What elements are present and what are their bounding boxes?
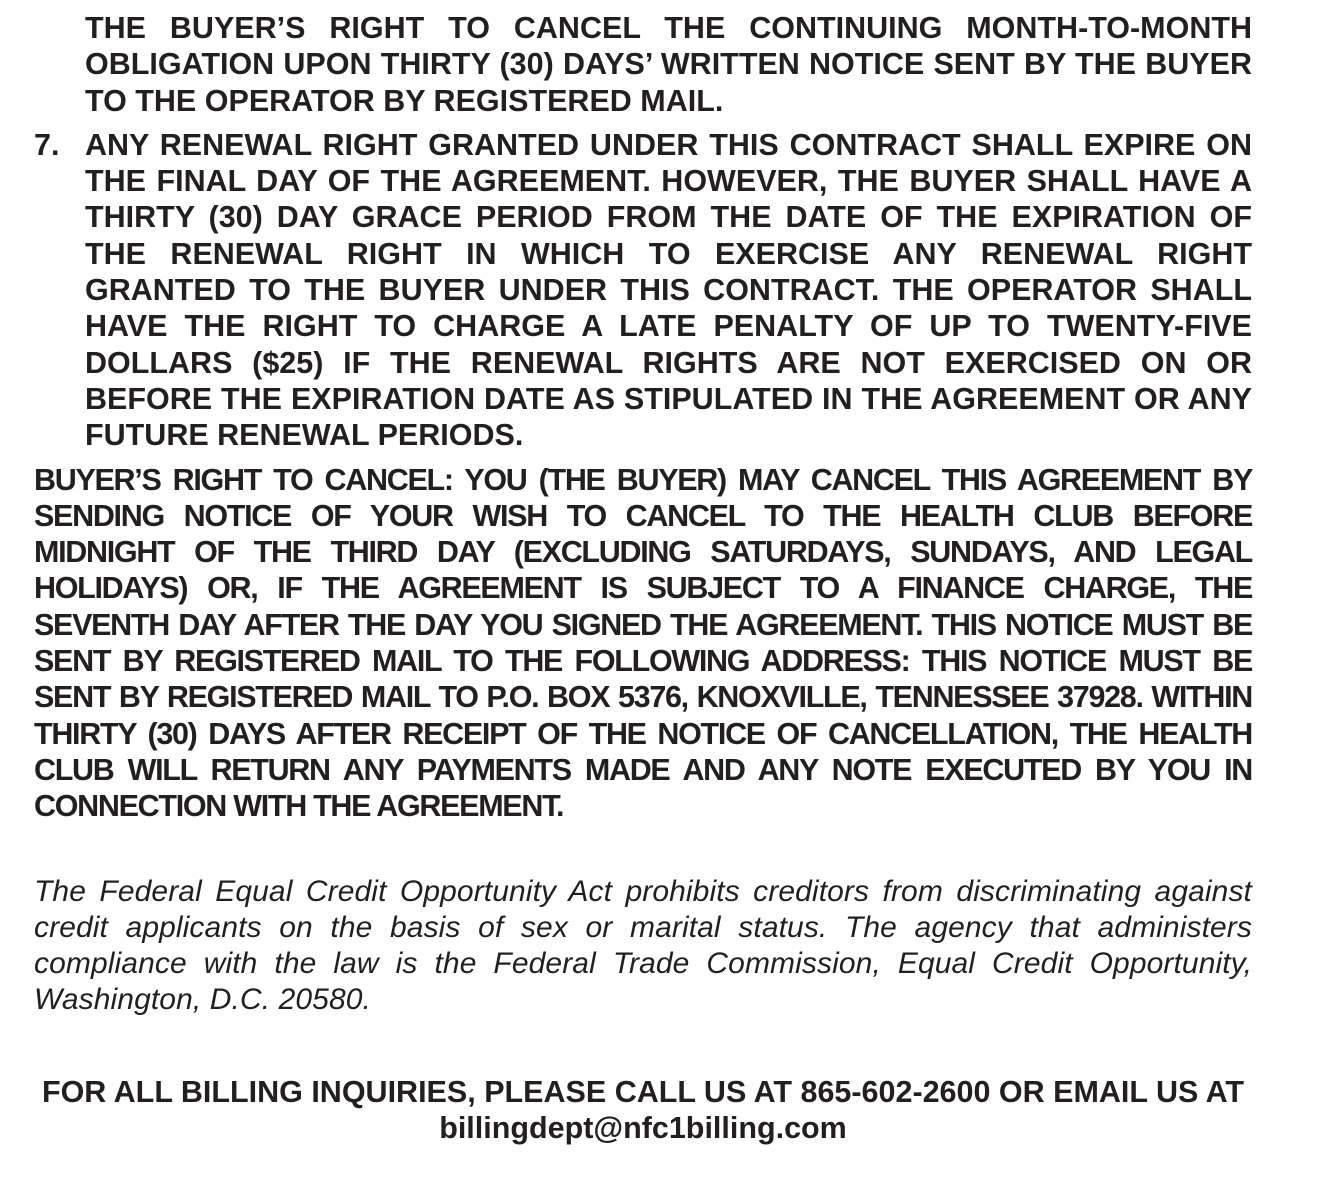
item-text: ANY RENEWAL RIGHT GRANTED UNDER THIS CONTRACT SHALL EXPIRE ON THE FINAL DAY OF THE AGREEMENT. HOWEVER, THE BUYER SHALL HAVE A THIRTY (30) DAY GRACE PERIOD FROM THE DATE OF THE EXPIRATION OF THE RENEWAL RIGHT IN WHICH TO EXERCISE ANY RENEWAL RIGHT GRANTED TO THE BUYER UNDER THIS CONTRACT. THE OPERATOR SHALL HAVE THE RIGHT TO CHARGE A LATE PENALTY OF UP TO TWENTY-FIVE DOLLARS ($25) IF THE RENEWAL RIGHTS ARE NOT EXERCISED ON OR BEFORE THE EXPIRATION DATE AS STIPULATED IN THE AGREEMENT OR ANY FUTURE RENEWAL PERIODS. bbox=[85, 127, 1252, 453]
numbered-item-7 bbox=[34, 127, 1252, 454]
item-number: 7. bbox=[34, 127, 60, 162]
right-to-cancel-notice: BUYER’S RIGHT TO CANCEL: YOU (THE BUYER) MAY CANCEL THIS AGREEMENT BY SENDING NOTICE OF YOUR WISH TO CANCEL TO THE HEALTH CLUB BEFORE MIDNIGHT OF THE THIRD DAY (EXCLUDING SATURDAYS, SUNDAYS, AND LEGAL HOLIDAYS) OR, IF THE AGREEMENT IS SUBJECT TO A FINANCE CHARGE, THE SEVENTH DAY AFTER THE DAY YOU SIGNED THE AGREEMENT. THIS NOTICE MUST BE SENT BY REGISTERED MAIL TO THE FOLLOWING ADDRESS: THIS NOTICE MUST BE SENT BY REGISTERED MAIL TO P.O. BOX 5376, KNOXVILLE, TENNESSEE 37928. WITHIN THIRTY (30) DAYS AFTER RECEIPT OF THE NOTICE OF CANCELLATION, THE HEALTH CLUB WILL RETURN ANY PAYMENTS MADE AND ANY NOTE EXECUTED BY YOU IN CONNECTION WITH THE AGREEMENT. bbox=[34, 462, 1252, 824]
contract-page bbox=[34, 10, 1252, 1177]
continuation-paragraph: THE BUYER’S RIGHT TO CANCEL THE CONTINUING MONTH-TO-MONTH OBLIGATION UPON THIRTY (30) DAYS’ WRITTEN NOTICE SENT BY THE BUYER TO THE OPERATOR BY REGISTERED MAIL. bbox=[85, 11, 1252, 118]
ecoa-notice: The Federal Equal Credit Opportunity Act prohibits creditors from discriminating against credit applicants on the basis of sex or marital status. The agency that administers compliance with the law is the Federal Trade Commission, Equal Credit Opportunity, Washington, D.C. 20580. bbox=[34, 874, 1252, 1017]
billing-inquiries: FOR ALL BILLING INQUIRIES, PLEASE CALL US AT 865-602-2600 OR EMAIL US AT billingdept@nfc1billing.com bbox=[41, 1074, 1245, 1146]
